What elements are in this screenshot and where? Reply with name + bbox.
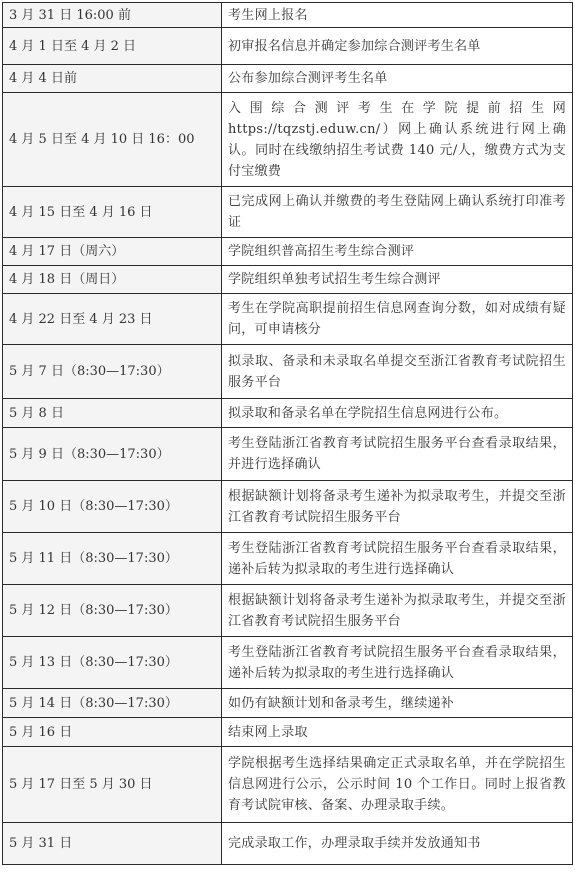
table-row	[3, 399, 573, 428]
date-cell: 5 月 10 日（8:30—17:30）	[3, 481, 222, 533]
event-cell: 根据缺额计划将备录考生递补为拟录取考生，并提交至浙江省教育考试院招生服务平台	[222, 585, 573, 637]
event-cell: 完成录取工作，办理录取手续并发放通知书	[222, 823, 573, 865]
event-cell: 已完成网上确认并缴费的考生登陆网上确认系统打印准考证	[222, 187, 573, 238]
table-row	[3, 65, 573, 93]
event-cell: 学院根据考生选择结果确定正式录取名单，并在学院招生信息网进行公示，公示时间 10 个工作日。同时上报省教育考试院审核、备案、办理录取手续。	[222, 747, 573, 823]
event-cell: 学院组织单独考试招生考生综合测评	[222, 266, 573, 294]
date-cell: 5 月 31 日	[3, 823, 222, 865]
date-cell: 4 月 5 日至 4 月 10 日 16：00	[3, 93, 222, 187]
date-cell: 5 月 11 日（8:30—17:30）	[3, 533, 222, 585]
table-row	[3, 93, 573, 187]
event-cell: 学院组织普高招生考生综合测评	[222, 238, 573, 266]
table-row	[3, 689, 573, 718]
event-cell: 拟录取、备录和未录取名单提交至浙江省教育考试院招生服务平台	[222, 345, 573, 399]
table-row	[3, 266, 573, 294]
event-cell: 考生网上报名	[222, 3, 573, 28]
date-cell: 5 月 17 日至 5 月 30 日	[3, 747, 222, 823]
table-row	[3, 481, 573, 533]
table-row	[3, 718, 573, 747]
date-cell: 5 月 7 日（8:30—17:30）	[3, 345, 222, 399]
date-cell: 5 月 9 日（8:30—17:30）	[3, 428, 222, 481]
event-cell: 如仍有缺额计划和备录考生，继续递补	[222, 689, 573, 718]
table-row	[3, 3, 573, 28]
table-row	[3, 345, 573, 399]
table-row	[3, 823, 573, 865]
date-cell: 3 月 31 日 16:00 前	[3, 3, 222, 28]
schedule-table	[2, 2, 573, 865]
date-cell: 4 月 17 日（周六）	[3, 238, 222, 266]
table-row	[3, 533, 573, 585]
table-row	[3, 585, 573, 637]
date-cell: 4 月 15 日至 4 月 16 日	[3, 187, 222, 238]
event-cell: 结束网上录取	[222, 718, 573, 747]
table-row	[3, 428, 573, 481]
table-row	[3, 238, 573, 266]
event-cell: 入围综合测评考生在学院提前招生网 https://tqzstj.eduw.cn/）网上确认系统进行网上确认。同时在线缴纳招生考试费 140 元/人，缴费方式为支付宝缴费	[222, 93, 573, 187]
date-cell: 4 月 1 日至 4 月 2 日	[3, 28, 222, 65]
event-cell: 考生登陆浙江省教育考试院招生服务平台查看录取结果，并进行选择确认	[222, 428, 573, 481]
table-row	[3, 294, 573, 345]
date-cell: 5 月 12 日（8:30—17:30）	[3, 585, 222, 637]
date-cell: 4 月 4 日前	[3, 65, 222, 93]
event-cell: 初审报名信息并确定参加综合测评考生名单	[222, 28, 573, 65]
table-row	[3, 28, 573, 65]
date-cell: 4 月 22 日至 4 月 23 日	[3, 294, 222, 345]
event-cell: 考生登陆浙江省教育考试院招生服务平台查看录取结果，递补后转为拟录取的考生进行选择确认	[222, 533, 573, 585]
event-cell: 公布参加综合测评考生名单	[222, 65, 573, 93]
event-cell: 根据缺额计划将备录考生递补为拟录取考生，并提交至浙江省教育考试院招生服务平台	[222, 481, 573, 533]
event-cell: 考生登陆浙江省教育考试院招生服务平台查看录取结果，递补后转为拟录取的考生进行选择确认	[222, 637, 573, 689]
date-cell: 5 月 16 日	[3, 718, 222, 747]
table-row	[3, 637, 573, 689]
date-cell: 5 月 13 日（8:30—17:30）	[3, 637, 222, 689]
table-row	[3, 187, 573, 238]
date-cell: 5 月 14 日（8:30—17:30）	[3, 689, 222, 718]
event-cell: 拟录取和备录名单在学院招生信息网进行公布。	[222, 399, 573, 428]
date-cell: 5 月 8 日	[3, 399, 222, 428]
event-cell: 考生在学院高职提前招生信息网查询分数，如对成绩有疑问，可申请核分	[222, 294, 573, 345]
date-cell: 4 月 18 日（周日）	[3, 266, 222, 294]
table-row	[3, 747, 573, 823]
